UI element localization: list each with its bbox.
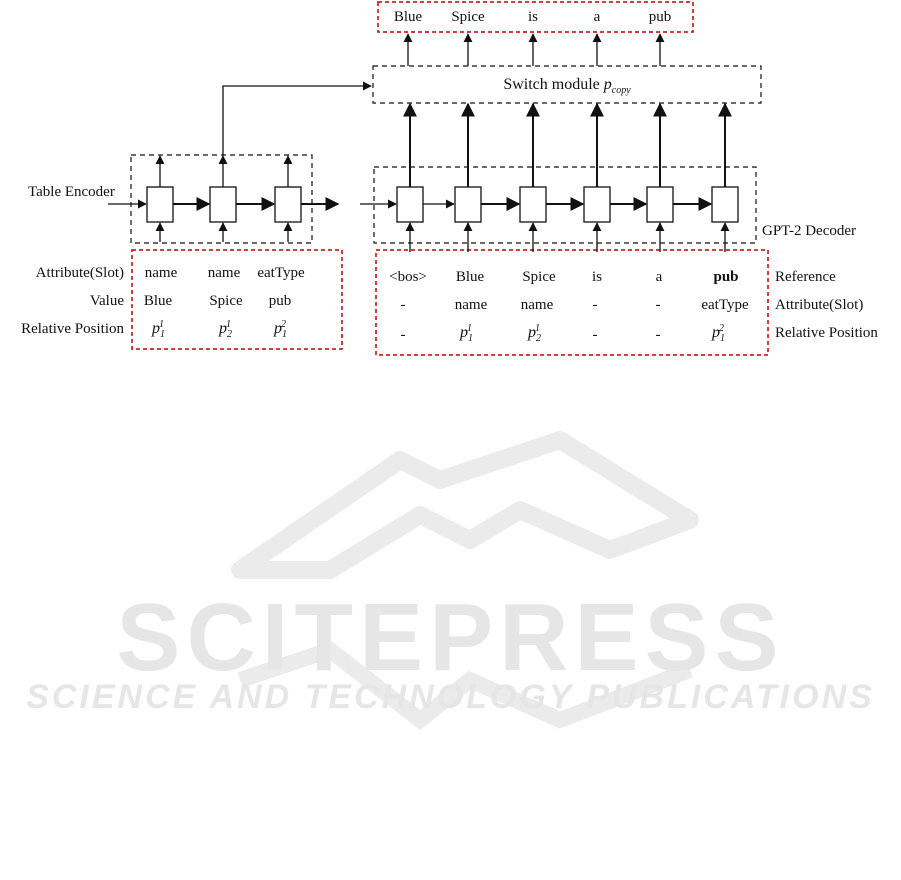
decoder-cell-3	[520, 187, 546, 222]
switch-module-label: Switch module $p_{copy}$	[503, 76, 631, 97]
left-row-label-position: Relative Position	[21, 321, 124, 337]
left-value-1: Blue	[143, 293, 173, 309]
decoder-cell-5	[647, 187, 673, 222]
encoder-cell-1	[147, 187, 173, 222]
right-attr-5: -	[655, 297, 661, 313]
watermark-title: SCITEPRESS	[116, 584, 785, 691]
encoder-cell-2	[210, 187, 236, 222]
ref-token-3: Spice	[522, 269, 556, 285]
right-row-label-position: Relative Position	[775, 325, 878, 341]
ref-token-1: <bos>	[389, 269, 427, 285]
right-attr-1: -	[400, 297, 406, 313]
output-token-5: pub	[648, 9, 672, 25]
right-pos-5: -	[655, 327, 661, 343]
decoder-cell-1	[397, 187, 423, 222]
left-value-3: pub	[268, 293, 292, 309]
output-token-2: Spice	[451, 9, 485, 25]
right-attr-2: name	[454, 297, 488, 313]
right-row-label-attribute: Attribute(Slot)	[775, 297, 864, 313]
right-pos-6: $p_1^2$	[712, 322, 725, 345]
left-row-label-value: Value	[89, 293, 124, 309]
table-encoder-label: Table Encoder	[28, 184, 115, 200]
left-value-2: Spice	[209, 293, 243, 309]
right-pos-2: $p_1^1$	[460, 322, 473, 345]
decoder-cell-4	[584, 187, 610, 222]
output-token-4: a	[593, 9, 601, 25]
output-token-3: is	[527, 9, 539, 25]
ref-token-5: a	[655, 269, 663, 285]
right-attr-4: -	[592, 297, 598, 313]
decoder-cell-2	[455, 187, 481, 222]
left-row-label-attribute: Attribute(Slot)	[35, 265, 124, 281]
left-pos-3: $p_1^2$	[274, 318, 287, 341]
left-attr-2: name	[207, 265, 241, 281]
ref-token-2: Blue	[455, 269, 485, 285]
left-attr-3: eatType	[257, 265, 305, 281]
right-attr-3: name	[520, 297, 554, 313]
output-token-1: Blue	[393, 9, 423, 25]
left-pos-2: $p_2^1$	[219, 318, 232, 341]
encoder-cell-3	[275, 187, 301, 222]
right-pos-4: -	[592, 327, 598, 343]
ref-token-6: pub	[713, 269, 739, 285]
decoder-cell-6	[712, 187, 738, 222]
gpt2-decoder-label: GPT-2 Decoder	[762, 223, 857, 239]
left-attr-1: name	[144, 265, 178, 281]
ref-token-4: is	[591, 269, 603, 285]
right-pos-3: $p_2^1$	[528, 322, 541, 345]
right-row-label-reference: Reference	[775, 269, 836, 285]
right-pos-1: -	[400, 327, 406, 343]
left-pos-1: $p_1^1$	[152, 318, 165, 341]
right-attr-6: eatType	[701, 297, 749, 313]
watermark-subtitle: SCIENCE AND TECHNOLOGY PUBLICATIONS	[26, 678, 875, 716]
